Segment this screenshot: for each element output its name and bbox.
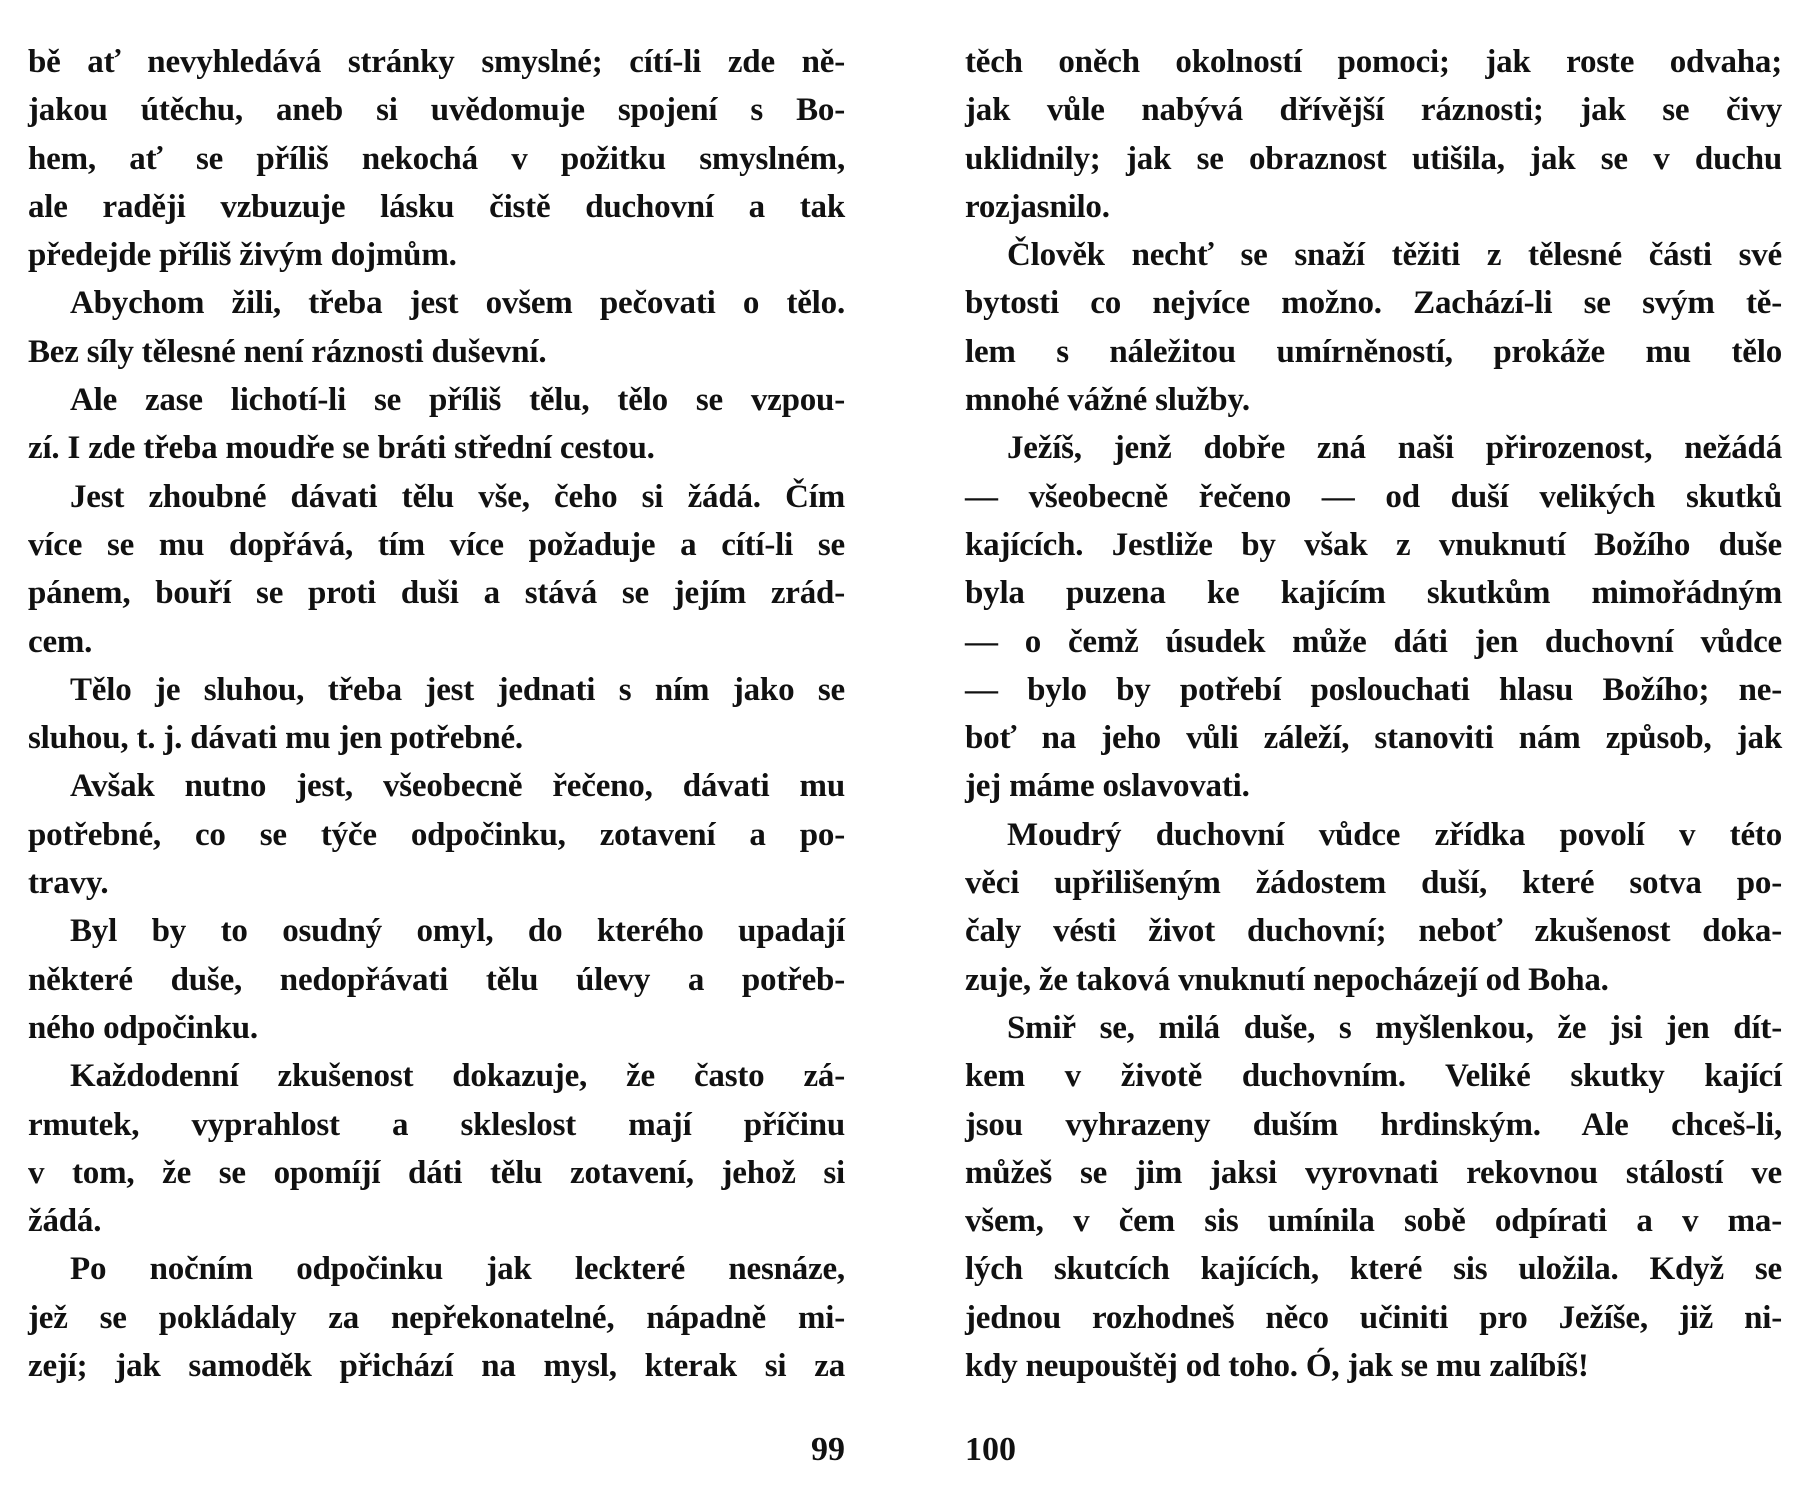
text-line: zuje, že taková vnuknutí nepocházejí od Boha. (965, 961, 1609, 998)
text-line: předejde příliš živým dojmům. (28, 237, 457, 274)
text-line: lem s náležitou umírněností, prokáže mu tělo (965, 333, 1782, 370)
text-line: travy. (28, 865, 109, 902)
paragraph (28, 1052, 845, 1245)
paragraph (28, 666, 845, 763)
text-line: jej máme oslavovati. (965, 768, 1250, 805)
paragraph (28, 907, 845, 1052)
text-line: uklidnily; jak se obraznost utišila, jak se v duchu (965, 140, 1782, 177)
text-line: jež se pokládaly za nepřekonatelné, nápadně mi- (28, 1299, 845, 1336)
text-line: všem, v čem sis umínila sobě odpírati a v ma- (965, 1203, 1782, 1240)
text-line: Po nočním odpočinku jak leckteré nesnáze, (70, 1251, 845, 1288)
text-line: boť na jeho vůli záleží, stanoviti nám způsob, jak (965, 720, 1782, 757)
paragraph (28, 376, 845, 473)
text-line: byla puzena ke kajícím skutkům mimořádným (965, 575, 1782, 612)
text-line: jak vůle nabývá dřívější ráznosti; jak se čivy (965, 92, 1782, 129)
text-line: lých skutcích kajících, které sis uložila. Když se (965, 1251, 1782, 1288)
text-line: — o čemž úsudek může dáti jen duchovní vůdce (965, 623, 1782, 660)
text-line: Byl by to osudný omyl, do kterého upadají (70, 913, 845, 950)
paragraph (28, 38, 845, 279)
text-line: ale raději vzbuzuje lásku čistě duchovní a tak (28, 188, 845, 225)
paragraph (28, 279, 845, 376)
text-line: bytosti co nejvíce možno. Zachází-li se svým tě- (965, 285, 1782, 322)
text-line: bě ať nevyhledává stránky smyslné; cítí-li zde ně- (28, 44, 845, 80)
text-line: rozjasnilo. (965, 188, 1110, 225)
text-line: Každodenní zkušenost dokazuje, že často zá- (70, 1058, 845, 1095)
right-page-text (965, 38, 1782, 1390)
text-line: jakou útěchu, aneb si uvědomuje spojení s Bo- (28, 92, 845, 129)
text-line: kdy neupouštěj od toho. Ó, jak se mu zalíbíš! (965, 1348, 1589, 1385)
text-line: cem. (28, 623, 93, 660)
paragraph (965, 811, 1782, 1004)
paragraph (965, 424, 1782, 810)
text-line: — všeobecně řečeno — od duší velikých skutků (965, 478, 1782, 515)
text-line: jsou vyhrazeny duším hrdinským. Ale chceš-li, (965, 1106, 1782, 1143)
paragraph (965, 231, 1782, 424)
paragraph (28, 473, 845, 666)
text-line: Ale zase lichotí-li se příliš tělu, tělo se vzpou- (70, 382, 845, 419)
text-line: sluhou, t. j. dávati mu jen potřebné. (28, 720, 523, 757)
text-line: více se mu dopřává, tím více požaduje a cítí-li se (28, 526, 845, 563)
text-line: kajících. Jestliže by však z vnuknutí Božího duše (965, 526, 1782, 563)
text-line: ného odpočinku. (28, 1009, 258, 1046)
text-line: hem, ať se příliš nekochá v požitku smyslném, (28, 140, 845, 177)
left-page-text (28, 38, 845, 1390)
text-line: Smiř se, milá duše, s myšlenkou, že jsi jen dít- (1007, 1009, 1782, 1046)
paragraph (28, 1245, 845, 1390)
text-line: věci upřilišeným žádostem duší, které sotva po- (965, 865, 1782, 902)
text-line: Avšak nutno jest, všeobecně řečeno, dávati mu (70, 768, 845, 805)
text-line: Moudrý duchovní vůdce zřídka povolí v této (1007, 816, 1782, 853)
text-line: žádá. (28, 1203, 102, 1240)
text-line: zí. I zde třeba moudře se bráti střední cestou. (28, 430, 655, 467)
text-line: mnohé vážné služby. (965, 382, 1250, 419)
text-line: Jest zhoubné dávati tělu vše, čeho si žádá. Čím (70, 478, 845, 515)
text-line: Člověk nechť se snaží těžiti z tělesné části své (1007, 237, 1782, 274)
text-line: Tělo je sluhou, třeba jest jednati s ním jako se (70, 671, 845, 708)
text-line: rmutek, vyprahlost a skleslost mají příčinu (28, 1106, 845, 1143)
text-line: potřebné, co se týče odpočinku, zotavení a po- (28, 816, 845, 853)
text-line: Bez síly tělesné není ráznosti duševní. (28, 333, 547, 370)
text-line: jednou rozhodneš něco učiniti pro Ježíše, již ni- (965, 1299, 1782, 1336)
paragraph (28, 762, 845, 907)
text-line: zejí; jak samoděk přichází na mysl, kterak si za (28, 1348, 845, 1385)
page-number-left: 99 (811, 1431, 845, 1468)
text-line: pánem, bouří se proti duši a stává se jejím zrád- (28, 575, 845, 612)
text-line: těch oněch okolností pomoci; jak roste odvaha; (965, 44, 1782, 80)
text-line: některé duše, nedopřávati tělu úlevy a potřeb- (28, 961, 845, 998)
text-line: čaly vésti život duchovní; neboť zkušenost doka- (965, 913, 1782, 950)
text-line: Abychom žili, třeba jest ovšem pečovati o tělo. (70, 285, 845, 322)
text-line: kem v životě duchovním. Veliké skutky kající (965, 1058, 1782, 1095)
text-line: můžeš se jim jaksi vyrovnati rekovnou stálostí ve (965, 1154, 1782, 1191)
paragraph (965, 1004, 1782, 1390)
text-line: — bylo by potřebí poslouchati hlasu Božího; ne- (965, 671, 1782, 708)
paragraph (965, 38, 1782, 231)
page-number-right: 100 (965, 1431, 1016, 1468)
text-line: Ježíš, jenž dobře zná naši přirozenost, nežádá (1007, 430, 1782, 467)
text-line: v tom, že se opomíjí dáti tělu zotavení, jehož si (28, 1154, 845, 1191)
